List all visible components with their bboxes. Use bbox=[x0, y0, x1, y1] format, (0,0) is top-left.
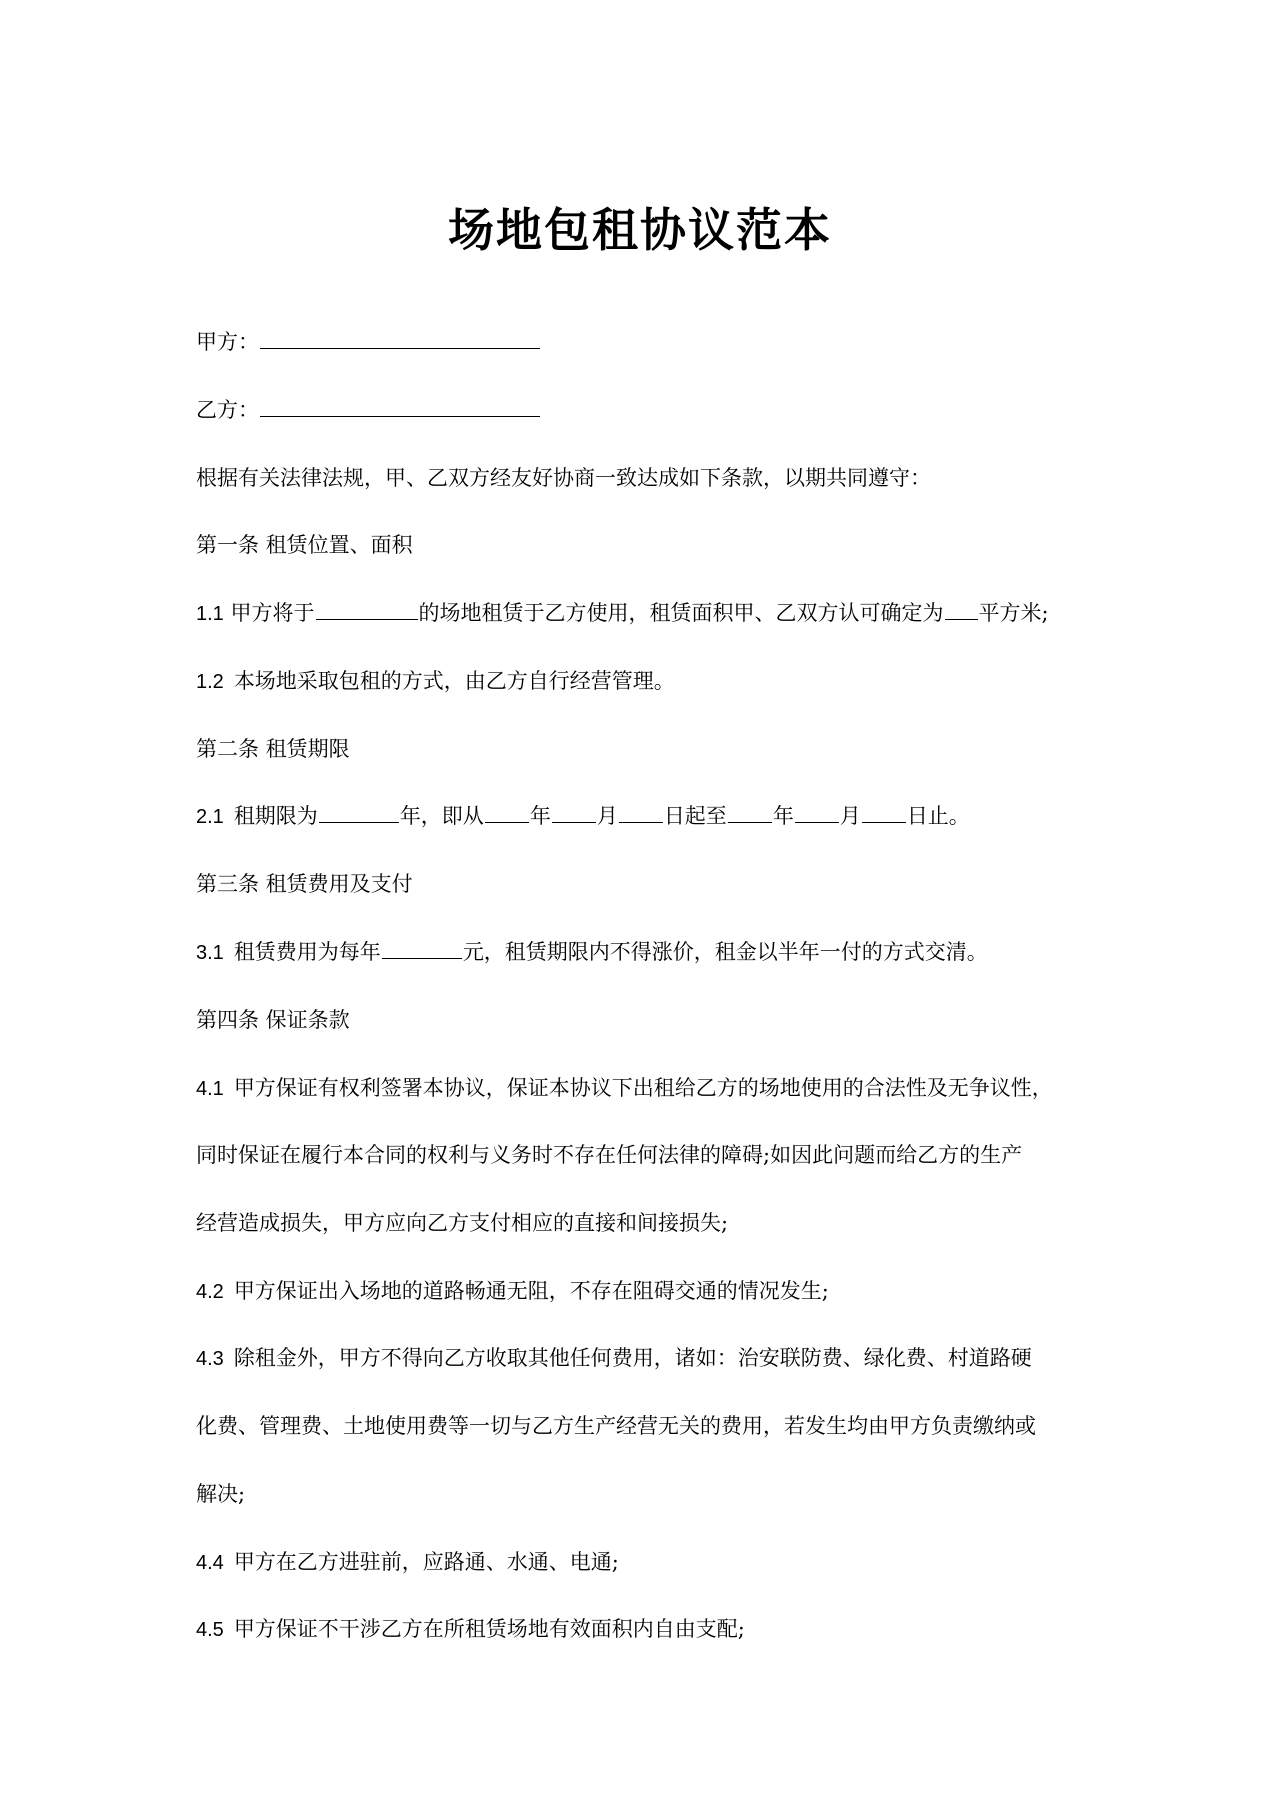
clause-4-3-line-1 bbox=[196, 1342, 1096, 1375]
clause-text: 年 bbox=[772, 804, 794, 828]
clause-text: 月 bbox=[839, 804, 861, 828]
clause-text: 日起至 bbox=[663, 804, 727, 828]
clause-text: 年 bbox=[529, 804, 551, 828]
clause-text: 租赁费用为每年 bbox=[233, 940, 381, 964]
clause-number: 4.2 bbox=[196, 1281, 224, 1303]
clause-text: 甲方在乙方进驻前，应路通、水通、电通; bbox=[233, 1550, 619, 1574]
clause-text: 元，租赁期限内不得涨价，租金以半年一付的方式交清。 bbox=[462, 940, 988, 964]
clause-number: 2.1 bbox=[196, 806, 224, 828]
clause-text: 月 bbox=[596, 804, 618, 828]
end-year-blank bbox=[728, 800, 772, 823]
start-month-blank bbox=[552, 800, 596, 823]
clause-number: 4.1 bbox=[196, 1078, 224, 1100]
article-4-heading: 第四条 保证条款 bbox=[196, 1008, 350, 1032]
clause-1-1 bbox=[196, 597, 1096, 630]
clause-text: 甲方保证不干涉乙方在所租赁场地有效面积内自由支配; bbox=[233, 1617, 745, 1641]
clause-4-5 bbox=[196, 1613, 1096, 1646]
clause-text: 甲方将于 bbox=[230, 601, 315, 625]
document-title: 场地包租协议范本 bbox=[448, 203, 832, 257]
party-b-line bbox=[196, 394, 1096, 426]
article-3-heading: 第三条 租赁费用及支付 bbox=[196, 872, 413, 896]
clause-text: 本场地采取包租的方式，由乙方自行经营管理。 bbox=[233, 669, 675, 693]
clause-4-1-line-3: 经营造成损失，甲方应向乙方支付相应的直接和间接损失; bbox=[196, 1211, 729, 1235]
clause-1-2 bbox=[196, 665, 1096, 698]
clause-number: 1.1 bbox=[196, 603, 224, 625]
clause-4-1-line-2: 同时保证在履行本合同的权利与义务时不存在任何法律的障碍;如因此问题而给乙方的生产 bbox=[196, 1143, 1023, 1167]
clause-text: 甲方保证出入场地的道路畅通无阻，不存在阻碍交通的情况发生; bbox=[233, 1279, 829, 1303]
area-blank bbox=[945, 597, 978, 620]
term-years-blank bbox=[319, 800, 399, 823]
clause-4-2 bbox=[196, 1275, 1096, 1308]
party-a-blank bbox=[260, 326, 540, 349]
clause-number: 1.2 bbox=[196, 671, 224, 693]
clause-4-3-line-2: 化费、管理费、土地使用费等一切与乙方生产经营无关的费用，若发生均由甲方负责缴纳或 bbox=[196, 1414, 1036, 1438]
end-month-blank bbox=[795, 800, 839, 823]
clause-text: 的场地租赁于乙方使用，租赁面积甲、乙双方认可确定为 bbox=[418, 601, 944, 625]
clause-text: 日止。 bbox=[906, 804, 970, 828]
party-a-label: 甲方： bbox=[196, 330, 259, 354]
clause-number: 4.5 bbox=[196, 1619, 224, 1641]
clause-4-1-line-1 bbox=[196, 1072, 1096, 1105]
clause-text: 租期限为 bbox=[233, 804, 318, 828]
location-blank bbox=[316, 597, 418, 620]
party-a-line bbox=[196, 326, 1096, 358]
clause-number: 4.4 bbox=[196, 1552, 224, 1574]
article-2-heading: 第二条 租赁期限 bbox=[196, 737, 350, 761]
article-1-heading: 第一条 租赁位置、面积 bbox=[196, 533, 413, 557]
end-day-blank bbox=[862, 800, 906, 823]
clause-4-4 bbox=[196, 1546, 1096, 1579]
clause-3-1 bbox=[196, 936, 1096, 969]
clause-4-3-line-3: 解决; bbox=[196, 1482, 246, 1506]
intro-paragraph: 根据有关法律法规，甲、乙双方经友好协商一致达成如下条款，以期共同遵守： bbox=[196, 466, 931, 490]
clause-2-1 bbox=[196, 800, 1096, 833]
clause-text: 平方米; bbox=[978, 601, 1049, 625]
start-day-blank bbox=[619, 800, 663, 823]
party-b-blank bbox=[260, 394, 540, 417]
clause-text: 除租金外，甲方不得向乙方收取其他任何费用，诸如：治安联防费、绿化费、村道路硬 bbox=[233, 1346, 1032, 1370]
annual-rent-blank bbox=[382, 936, 462, 959]
clause-text: 年，即从 bbox=[399, 804, 484, 828]
clause-text: 甲方保证有权利签署本协议，保证本协议下出租给乙方的场地使用的合法性及无争议性， bbox=[233, 1076, 1053, 1100]
clause-number: 4.3 bbox=[196, 1348, 224, 1370]
party-b-label: 乙方： bbox=[196, 398, 259, 422]
clause-number: 3.1 bbox=[196, 942, 224, 964]
start-year-blank bbox=[485, 800, 529, 823]
